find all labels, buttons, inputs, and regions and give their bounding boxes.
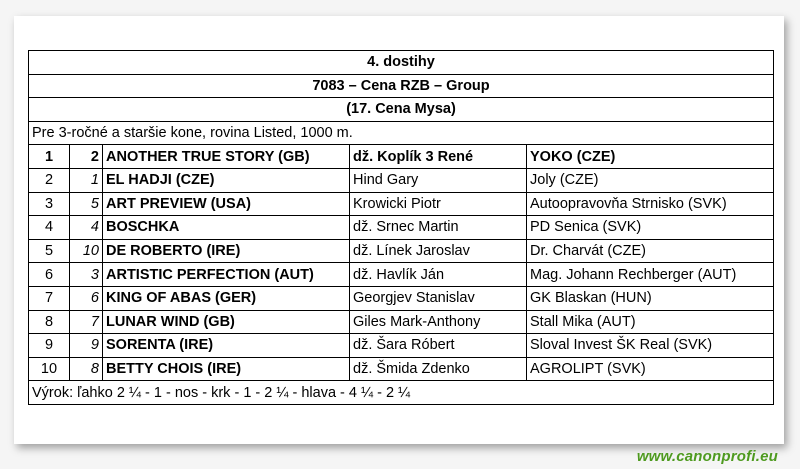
verdict-row (29, 381, 774, 405)
results-table (28, 50, 774, 405)
owner-cell: Joly (CZE) (527, 168, 774, 192)
place-cell: 7 (29, 286, 70, 310)
horse-name-cell: LUNAR WIND (GB) (103, 310, 350, 334)
horse-name-cell: DE ROBERTO (IRE) (103, 239, 350, 263)
results-sheet (14, 16, 784, 444)
horse-name-cell: KING OF ABAS (GER) (103, 286, 350, 310)
jockey-cell: dž. Srnec Martin (350, 216, 527, 240)
result-row (29, 145, 774, 169)
place-cell: 10 (29, 357, 70, 381)
owner-cell: PD Senica (SVK) (527, 216, 774, 240)
horse-name-cell: SORENTA (IRE) (103, 334, 350, 358)
race-conditions: Pre 3-ročné a staršie kone, rovina Listed, 1000 m. (29, 121, 774, 145)
jockey-cell: dž. Línek Jaroslav (350, 239, 527, 263)
race-subtitle: (17. Cena Mysa) (29, 98, 774, 122)
result-row (29, 310, 774, 334)
start-number-cell: 6 (70, 286, 103, 310)
horse-name-cell: ANOTHER TRUE STORY (GB) (103, 145, 350, 169)
place-cell: 6 (29, 263, 70, 287)
owner-cell: GK Blaskan (HUN) (527, 286, 774, 310)
start-number-cell: 2 (70, 145, 103, 169)
race-subtitle-row (29, 98, 774, 122)
place-cell: 4 (29, 216, 70, 240)
jockey-cell: Giles Mark-Anthony (350, 310, 527, 334)
jockey-cell: dž. Havlík Ján (350, 263, 527, 287)
result-row (29, 239, 774, 263)
jockey-cell: Georgjev Stanislav (350, 286, 527, 310)
horse-name-cell: ART PREVIEW (USA) (103, 192, 350, 216)
horse-name-cell: ARTISTIC PERFECTION (AUT) (103, 263, 350, 287)
jockey-cell: dž. Šara Róbert (350, 334, 527, 358)
result-row (29, 334, 774, 358)
place-cell: 5 (29, 239, 70, 263)
jockey-cell: dž. Koplík 3 René (350, 145, 527, 169)
result-row (29, 216, 774, 240)
start-number-cell: 10 (70, 239, 103, 263)
result-row (29, 168, 774, 192)
owner-cell: Dr. Charvát (CZE) (527, 239, 774, 263)
owner-cell: Stall Mika (AUT) (527, 310, 774, 334)
start-number-cell: 5 (70, 192, 103, 216)
result-row (29, 357, 774, 381)
race-name: 7083 – Cena RZB – Group (29, 74, 774, 98)
horse-name-cell: EL HADJI (CZE) (103, 168, 350, 192)
start-number-cell: 8 (70, 357, 103, 381)
result-row (29, 192, 774, 216)
race-number-row (29, 51, 774, 75)
place-cell: 8 (29, 310, 70, 334)
race-conditions-row (29, 121, 774, 145)
owner-cell: AGROLIPT (SVK) (527, 357, 774, 381)
jockey-cell: Krowicki Piotr (350, 192, 527, 216)
owner-cell: YOKO (CZE) (527, 145, 774, 169)
result-row (29, 263, 774, 287)
place-cell: 2 (29, 168, 70, 192)
race-number: 4. dostihy (29, 51, 774, 75)
race-name-row (29, 74, 774, 98)
start-number-cell: 4 (70, 216, 103, 240)
horse-name-cell: BETTY CHOIS (IRE) (103, 357, 350, 381)
horse-name-cell: BOSCHKA (103, 216, 350, 240)
place-cell: 9 (29, 334, 70, 358)
jockey-cell: dž. Šmida Zdenko (350, 357, 527, 381)
verdict: Výrok: ľahko 2 ¼ - 1 - nos - krk - 1 - 2 ¼ - hlava - 4 ¼ - 2 ¼ (29, 381, 774, 405)
owner-cell: Sloval Invest ŠK Real (SVK) (527, 334, 774, 358)
start-number-cell: 3 (70, 263, 103, 287)
place-cell: 3 (29, 192, 70, 216)
owner-cell: Autoopravovňa Strnisko (SVK) (527, 192, 774, 216)
owner-cell: Mag. Johann Rechberger (AUT) (527, 263, 774, 287)
jockey-cell: Hind Gary (350, 168, 527, 192)
start-number-cell: 7 (70, 310, 103, 334)
place-cell: 1 (29, 145, 70, 169)
result-row (29, 286, 774, 310)
watermark: www.canonprofi.eu (636, 448, 778, 465)
start-number-cell: 9 (70, 334, 103, 358)
start-number-cell: 1 (70, 168, 103, 192)
